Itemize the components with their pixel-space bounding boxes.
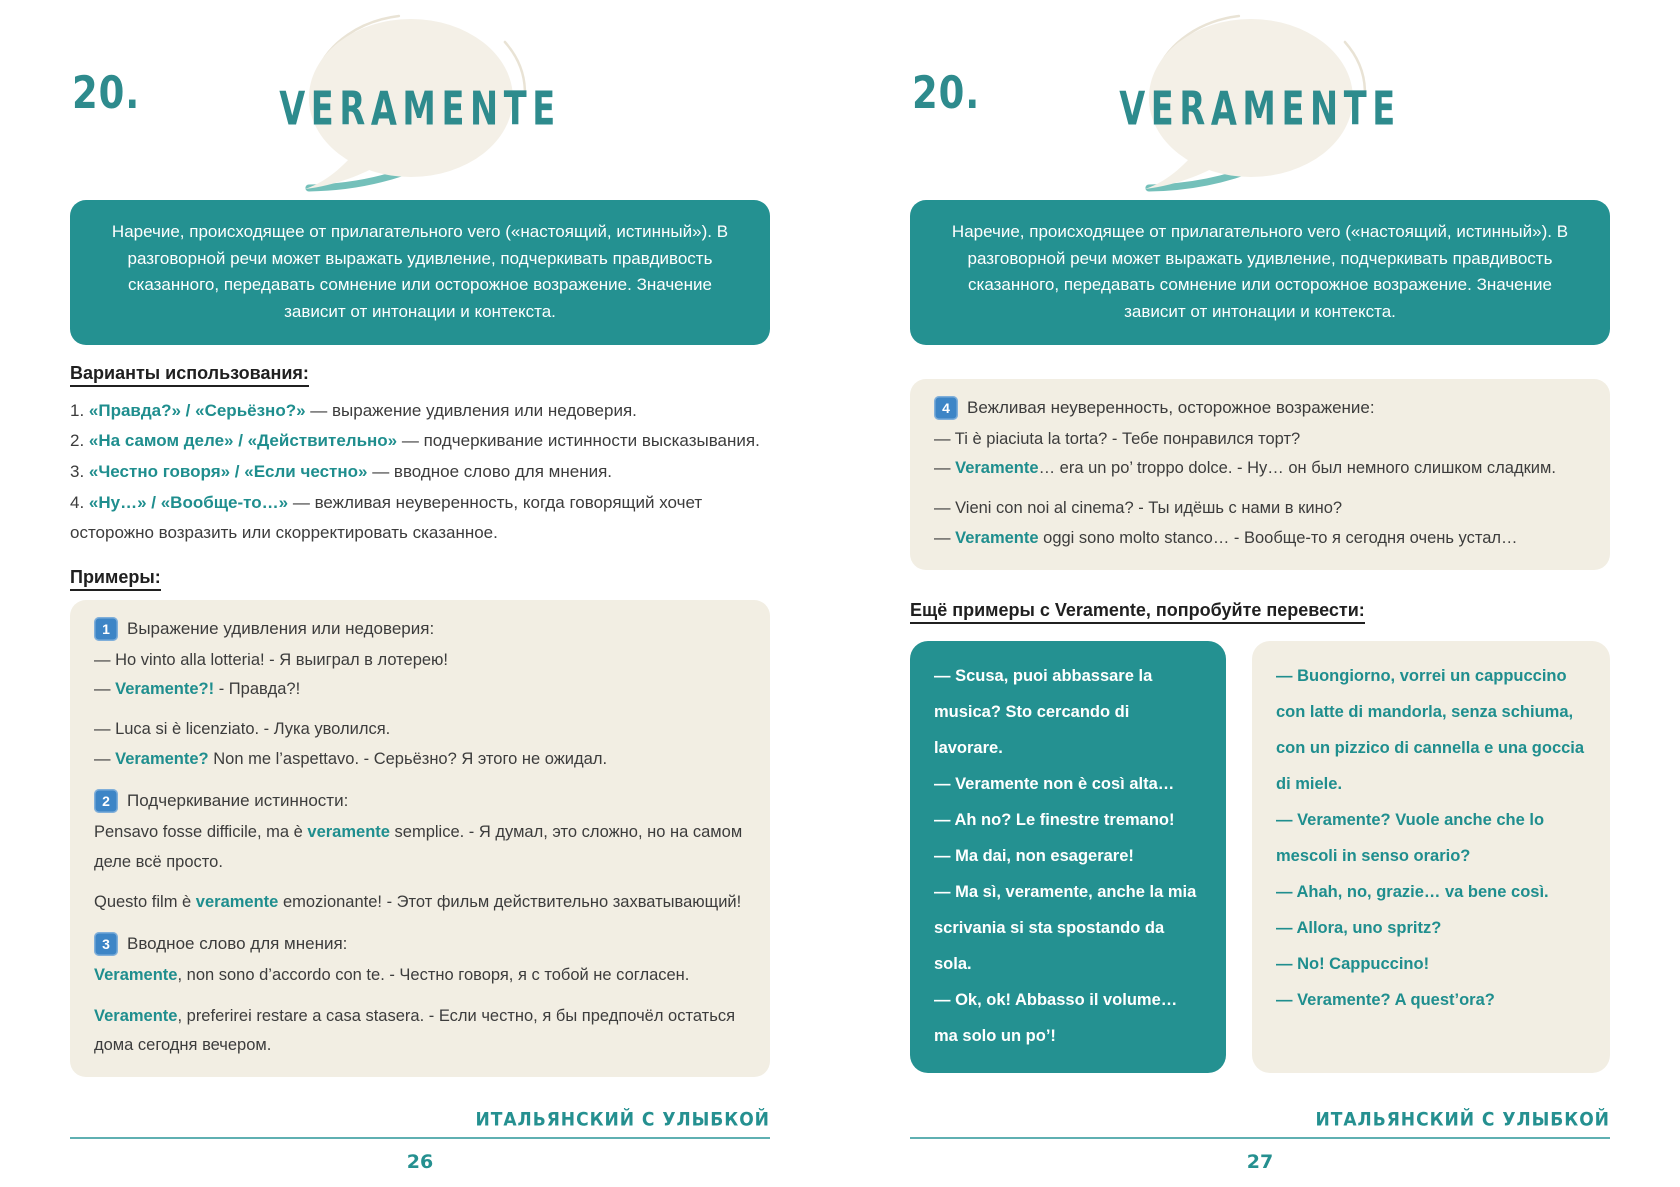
intro-box: Наречие, происходящее от прилагательного vero («настоящий, истинный»). В разговорной речи может выражать удивление, подчеркивать правдивость сказанного, передавать сомнение или осторожное возражение. Значение зависит от интонации и контекста. xyxy=(70,200,770,345)
brand-line xyxy=(70,1109,770,1130)
text-segment: oggi sono molto stanco… - Вообще-то я сегодня очень устал… xyxy=(1038,528,1518,547)
text-segment: — Ti è piaciuta la torta? - Тебе понравился торт? xyxy=(934,429,1301,448)
usage-heading: Варианты использования: xyxy=(70,363,770,384)
text-segment: , preferirei restare a casa stasera. - Если честно, я бы предпочёл остаться дома сегодня вечером. xyxy=(94,1006,736,1054)
chapter-number xyxy=(912,68,989,117)
footer-divider xyxy=(70,1137,770,1139)
number-badge: 2 xyxy=(94,789,118,813)
example-group xyxy=(94,617,746,774)
chapter-number xyxy=(72,68,149,117)
example-line xyxy=(94,675,746,704)
footer-divider xyxy=(910,1137,1610,1139)
dialog-line: — Ok, ok! Abbasso il volume… ma solo un po’! xyxy=(934,990,1178,1045)
example-line xyxy=(94,1002,746,1061)
text-segment: , non sono d’accordo con te. - Честно говоря, я с тобой не согласен. xyxy=(177,966,690,985)
text-segment: 1. xyxy=(70,400,89,420)
text-segment: — Luca si è licenziato. - Лука уволился. xyxy=(94,720,391,739)
usage-item xyxy=(70,426,770,457)
page-title xyxy=(244,81,596,136)
usage-item xyxy=(70,396,770,427)
page-right xyxy=(840,0,1680,1187)
text-segment: — xyxy=(94,749,116,768)
dialog-line: — Ma sì, veramente, anche la mia scrivania si sta spostando da sola. xyxy=(934,883,1197,973)
example-group xyxy=(934,396,1586,553)
dialog-line: — Ma dai, non esagerare! xyxy=(934,847,1134,866)
accent-word: veramente xyxy=(307,823,390,842)
example-group xyxy=(94,789,746,917)
accent-word: «Честно говоря» / «Если честно» xyxy=(88,461,368,481)
text-segment: 4. xyxy=(70,492,89,512)
text-segment: — вежливая неуверенность, когда говорящий хочет осторожно возразить или скорректировать сказанное. xyxy=(70,492,703,543)
text-segment: Non me l’aspettavo. - Серьёзно? Я этого не ожидал. xyxy=(208,749,608,768)
example-line xyxy=(934,454,1586,483)
chapter-number-text: 20. xyxy=(912,66,981,119)
page-header xyxy=(70,0,770,200)
dialog-row xyxy=(910,641,1610,1073)
accent-word: veramente xyxy=(195,892,279,911)
dialog-line: — Buongiorno, vorrei un cappuccino con latte di mandorla, senza schiuma, con un pizzico di cannella e una goccia di miele. xyxy=(1276,667,1585,794)
text-segment: — выражение удивления или недоверия. xyxy=(305,400,637,420)
accent-word: «Правда?» / «Серьёзно?» xyxy=(88,400,306,420)
text-segment: - Правда?! xyxy=(214,680,301,699)
example-group-title: Выражение удивления или недоверия: xyxy=(127,618,435,638)
page-number: 26 xyxy=(406,1151,434,1173)
text-segment: 2. xyxy=(70,431,89,451)
text-segment: — xyxy=(934,528,956,547)
examples-heading: Примеры: xyxy=(70,567,770,588)
usage-list xyxy=(70,396,770,549)
usage-item xyxy=(70,488,770,549)
text-segment: — xyxy=(94,680,116,699)
examples-card xyxy=(70,600,770,1078)
text-segment: — xyxy=(934,459,956,478)
text-segment: — вводное слово для мнения. xyxy=(367,461,613,481)
text-segment: — Vieni con noi al cinema? - Ты идёшь с нами в кино? xyxy=(934,499,1343,518)
dialog-line: — Allora, uno spritz? xyxy=(1276,918,1442,937)
page-footer xyxy=(70,1109,770,1173)
text-segment: — подчеркивание истинности высказывания. xyxy=(397,431,760,451)
more-examples-heading: Ещё примеры с Veramente, попробуйте перевести: xyxy=(910,600,1610,621)
example-line xyxy=(94,961,746,990)
examples-card-4 xyxy=(910,379,1610,570)
number-badge: 1 xyxy=(94,617,118,641)
example-group xyxy=(94,932,746,1060)
number-badge: 4 xyxy=(934,396,958,420)
accent-word: Veramente xyxy=(955,459,1039,478)
text-segment: semplice. - Я думал, это сложно, но на самом деле всё просто. xyxy=(94,823,743,871)
brand-text: ИТАЛЬЯНСКИЙ С УЛЫБКОЙ xyxy=(475,1108,770,1131)
example-group-header xyxy=(94,617,746,641)
example-group-title: Подчеркивание истинности: xyxy=(127,791,349,811)
example-line xyxy=(934,494,1586,523)
example-line xyxy=(934,425,1586,454)
brand-text: ИТАЛЬЯНСКИЙ С УЛЫБКОЙ xyxy=(1315,1108,1610,1131)
example-group-title: Вводное слово для мнения: xyxy=(127,934,348,954)
page-title-text: VERAMENTE xyxy=(1119,81,1401,136)
dialog-box-teal xyxy=(910,641,1226,1073)
dialog-line: — Scusa, puoi abbassare la musica? Sto cercando di lavorare. xyxy=(934,667,1153,758)
example-line xyxy=(94,818,746,877)
page-header xyxy=(910,0,1610,200)
example-line xyxy=(94,715,746,744)
chapter-number-text: 20. xyxy=(72,66,141,119)
accent-word: «На самом деле» / «Действительно» xyxy=(88,431,398,451)
page-number: 27 xyxy=(1246,1151,1274,1173)
text-segment: Pensavo fosse difficile, ma è xyxy=(94,823,308,842)
dialog-box-cream xyxy=(1252,641,1610,1073)
example-group-header xyxy=(934,396,1586,420)
accent-word: Veramente? xyxy=(115,749,209,768)
dialog-line: — No! Cappuccino! xyxy=(1276,954,1430,973)
text-segment: 3. xyxy=(70,461,89,481)
usage-item xyxy=(70,457,770,488)
example-line xyxy=(94,888,746,917)
accent-word: Veramente xyxy=(955,528,1039,547)
example-group-header xyxy=(94,789,746,813)
dialog-line: — Veramente? A quest’ora? xyxy=(1276,990,1495,1009)
text-segment: emozionante! - Этот фильм действительно захватывающий! xyxy=(278,892,742,911)
dialog-line: — Ahah, no, grazie… va bene così. xyxy=(1276,883,1549,901)
accent-word: Veramente?! xyxy=(115,680,215,699)
text-segment: … era un po’ troppo dolce. - Ну… он был немного слишком сладким. xyxy=(1038,459,1556,478)
text-segment: — Ho vinto alla lotteria! - Я выиграл в лотерею! xyxy=(94,650,449,669)
brand-line xyxy=(910,1109,1610,1130)
dialog-line: — Veramente non è così alta… xyxy=(934,775,1175,794)
dialog-line: — Ah no? Le finestre tremano! xyxy=(934,811,1175,830)
intro-box: Наречие, происходящее от прилагательного vero («настоящий, истинный»). В разговорной речи может выражать удивление, подчеркивать правдивость сказанного, передавать сомнение или осторожное возражение. Значение зависит от интонации и контекста. xyxy=(910,200,1610,345)
example-line xyxy=(94,745,746,774)
number-badge: 3 xyxy=(94,932,118,956)
accent-word: Veramente xyxy=(94,1006,178,1025)
page-title xyxy=(1084,81,1436,136)
accent-word: «Ну…» / «Вообще-то…» xyxy=(88,492,289,512)
example-group-header xyxy=(94,932,746,956)
example-line xyxy=(94,646,746,675)
page-title-text: VERAMENTE xyxy=(279,81,561,136)
text-segment: Questo film è xyxy=(94,892,196,911)
example-group-title: Вежливая неуверенность, осторожное возражение: xyxy=(967,397,1375,417)
dialog-line: — Veramente? Vuole anche che lo mescoli in senso orario? xyxy=(1276,811,1545,866)
accent-word: Veramente xyxy=(94,966,178,985)
page-footer xyxy=(910,1109,1610,1173)
example-line xyxy=(934,524,1586,553)
